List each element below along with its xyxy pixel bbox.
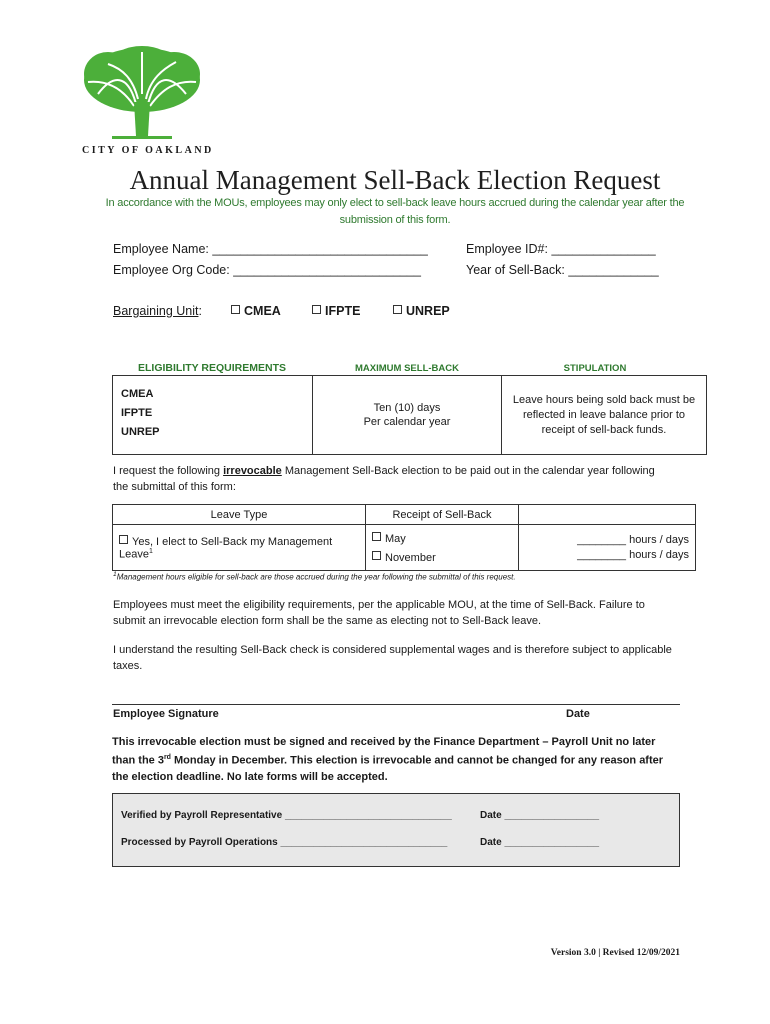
hours-field[interactable]: ________ hours / days [577, 533, 689, 546]
hours-cell [519, 525, 696, 571]
may-checkbox[interactable]: May [372, 532, 512, 545]
yes-elect-checkbox[interactable]: Yes, I elect to Sell-Back my Management Leave$^1$ [113, 525, 366, 571]
stip-line: reflected in leave balance prior to [522, 408, 686, 421]
checkbox-icon [119, 535, 128, 544]
stipulation-cell [502, 376, 707, 455]
leave-table [112, 504, 696, 571]
year-sellback-field[interactable]: Year of Sell-Back: _____________ [466, 263, 659, 277]
receipt-cell [366, 525, 519, 571]
processed-by-field[interactable]: Processed by Payroll Operations ______________________________ [121, 837, 448, 848]
unit-unrep: UNREP [121, 425, 160, 438]
checkbox-icon [393, 305, 402, 314]
signature-line[interactable] [112, 704, 680, 705]
city-label: CITY OF OAKLAND [82, 145, 214, 156]
max-cell [313, 376, 502, 455]
stip-line: Leave hours being sold back must be [512, 393, 696, 406]
empty-header [519, 505, 696, 525]
hours-field[interactable]: ________ hours / days [577, 548, 689, 561]
processed-date-field[interactable]: Date _________________ [480, 837, 599, 848]
bargaining-unit-label: Bargaining Unit: [113, 304, 202, 318]
verification-box [112, 793, 680, 867]
request-paragraph: I request the following irrevocable Management Sell-Back election to be paid out in the calendar year following the submittal of this form: [113, 465, 655, 493]
unit-ifpte: IFPTE [121, 406, 153, 419]
page-title: Annual Management Sell-Back Election Request [129, 165, 661, 195]
stip-line: receipt of sell-back funds. [541, 423, 667, 436]
checkbox-icon [372, 532, 381, 541]
max-line: Ten (10) days [373, 402, 441, 414]
oak-tree-logo-icon [78, 44, 206, 144]
eligibility-header: ELIGIBILITY REQUIREMENTS [138, 362, 286, 374]
employee-signature-label: Employee Signature [113, 708, 219, 720]
verified-date-field[interactable]: Date _________________ [480, 810, 599, 821]
subtitle: In accordance with the MOUs, employees may only elect to sell-back leave hours accrued during the calendar year after the submission of this form. [105, 197, 685, 226]
employee-name-field[interactable]: Employee Name: _______________________________ [113, 242, 428, 256]
taxes-paragraph: I understand the resulting Sell-Back check is considered supplemental wages and is therefore subject to applicable taxes. [113, 644, 672, 672]
verified-by-field[interactable]: Verified by Payroll Representative ______________________________ [121, 810, 452, 821]
max-sellback-header: MAXIMUM SELL-BACK [355, 363, 459, 374]
eligibility-paragraph: Employees must meet the eligibility requirements, per the applicable MOU, at the time of Sell-Back. Failure to submit an irrevocable election form shall be the same as electing not to Sell-Back leave. [113, 599, 645, 627]
leave-type-header: Leave Type [113, 505, 366, 525]
checkbox-icon [312, 305, 321, 314]
checkbox-icon [372, 551, 381, 560]
org-code-field[interactable]: Employee Org Code: ___________________________ [113, 263, 421, 277]
receipt-header: Receipt of Sell-Back [366, 505, 519, 525]
ifpte-checkbox[interactable]: IFPTE [312, 304, 360, 318]
version-label: Version 3.0 | Revised 12/09/2021 [550, 948, 680, 958]
employee-id-field[interactable]: Employee ID#: _______________ [466, 242, 656, 256]
signature-date-label: Date [566, 708, 590, 720]
eligibility-table [112, 375, 707, 455]
stipulation-header: STIPULATION [563, 363, 627, 374]
unit-cmea: CMEA [121, 387, 154, 400]
unrep-checkbox[interactable]: UNREP [393, 304, 450, 318]
max-line: Per calendar year [363, 416, 451, 428]
footnote: $^1$Management hours eligible for sell-back are those accrued during the year following the submittal of this request. [113, 571, 516, 582]
cmea-checkbox[interactable]: CMEA [231, 304, 281, 318]
november-checkbox[interactable]: November [372, 551, 512, 564]
units-cell [113, 376, 313, 455]
checkbox-icon [231, 305, 240, 314]
deadline-notice: This irrevocable election must be signed and received by the Finance Department – Payroll Unit no later than the 3rd Monday in December. This election is irrevocable and cannot be changed for any reason after the election deadline. No late forms will be accepted. [112, 736, 664, 783]
